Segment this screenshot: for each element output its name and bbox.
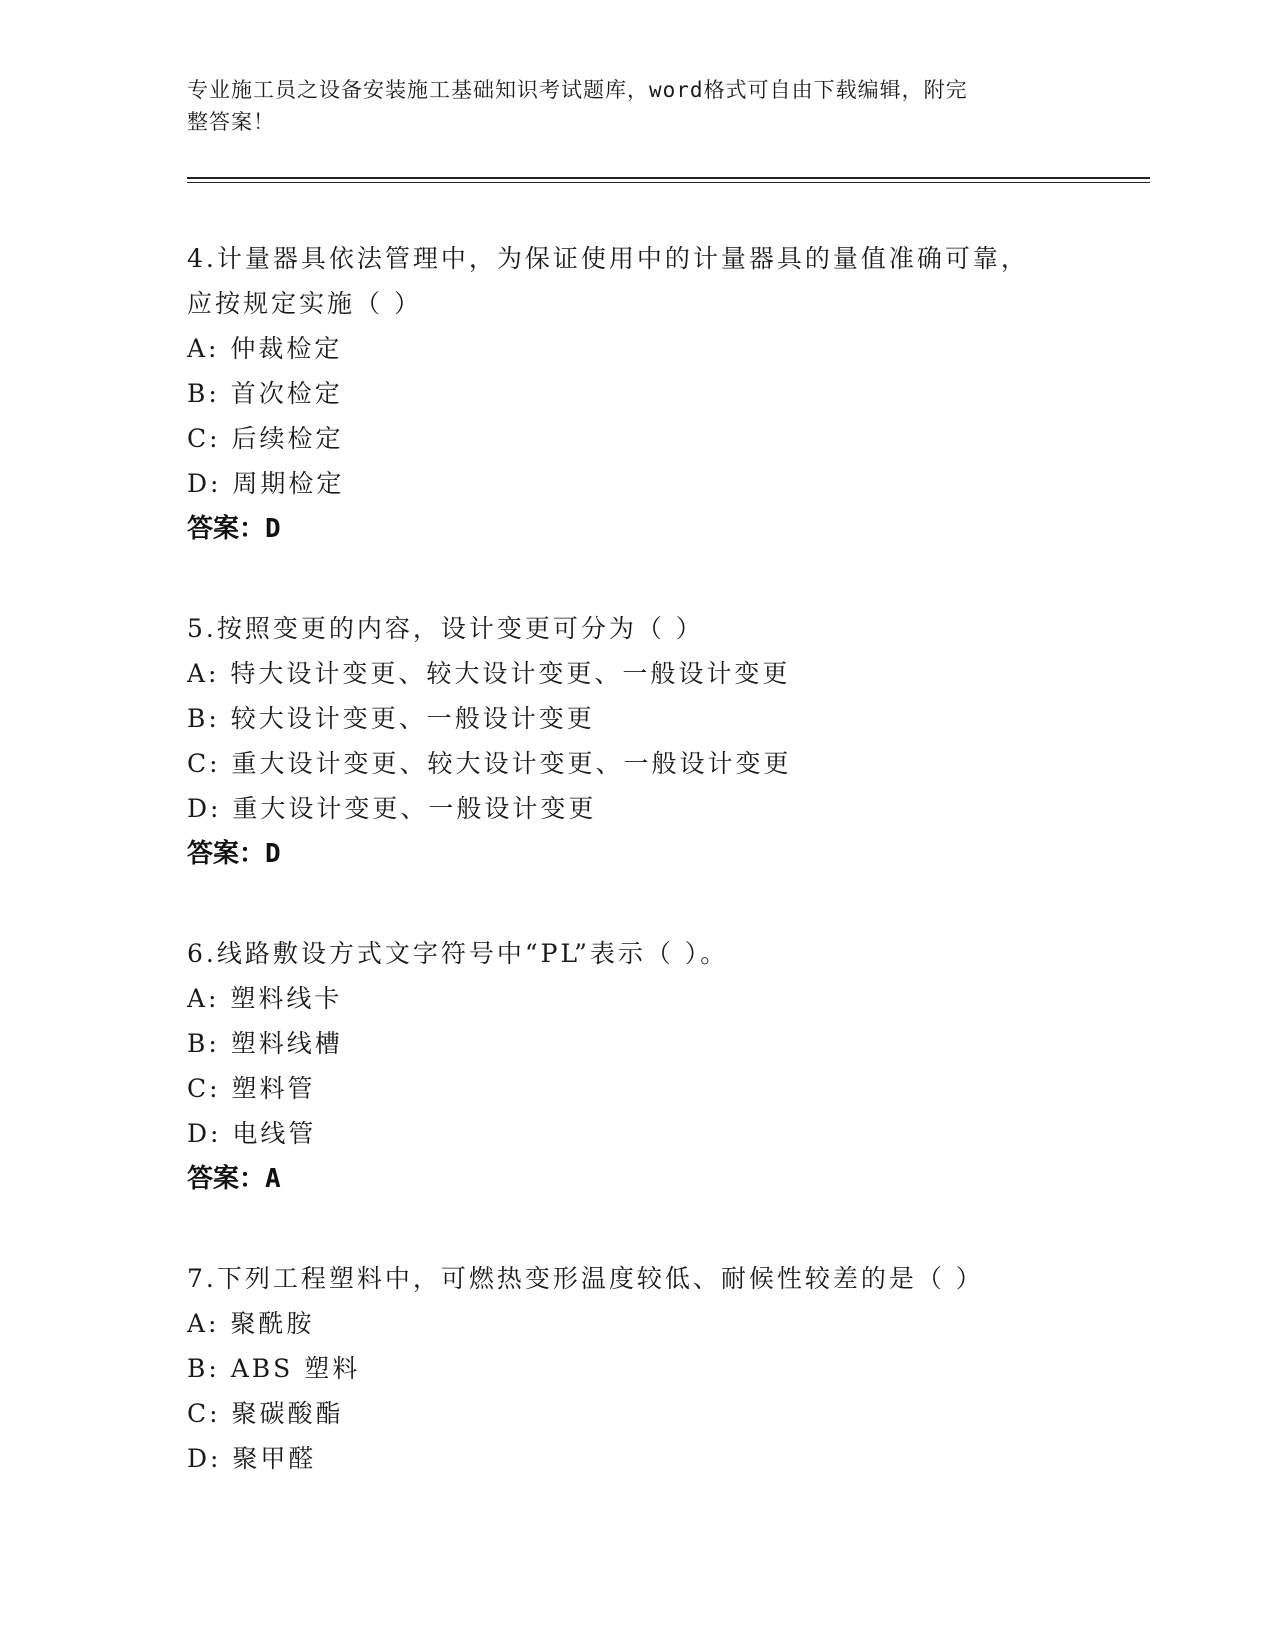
option-c: C: 塑料管 (187, 1074, 316, 1103)
question-6 (187, 931, 1087, 1202)
question-stem: 5.按照变更的内容，设计变更可分为（ ） (187, 614, 704, 643)
question-stem: 6.线路敷设方式文字符号中“PL”表示（ ）。 (187, 939, 729, 968)
option-d: D: 重大设计变更、一般设计变更 (187, 794, 597, 823)
option-b: B: ABS 塑料 (187, 1354, 361, 1383)
answer-line: 答案：D (187, 839, 281, 869)
option-c: C: 后续检定 (187, 424, 344, 453)
header-line-1: 专业施工员之设备安装施工基础知识考试题库，word格式可自由下载编辑，附完 (187, 78, 968, 102)
option-b: B: 较大设计变更、一般设计变更 (187, 704, 595, 733)
option-c: C: 重大设计变更、较大设计变更、一般设计变更 (187, 749, 792, 778)
option-a: A: 仲裁检定 (187, 334, 343, 363)
option-d: D: 周期检定 (187, 469, 345, 498)
header-divider-thick (187, 177, 1150, 179)
question-stem-continued: 应按规定实施（ ） (187, 289, 422, 318)
option-c: C: 聚碳酸酯 (187, 1399, 344, 1428)
option-d: D: 聚甲醛 (187, 1444, 317, 1473)
answer-line: 答案：D (187, 514, 281, 544)
option-d: D: 电线管 (187, 1119, 317, 1148)
question-7 (187, 1256, 1087, 1481)
header-line-2: 整答案！ (187, 110, 275, 134)
question-stem: 4.计量器具依法管理中，为保证使用中的计量器具的量值准确可靠， (187, 244, 1029, 273)
answer-line: 答案：A (187, 1164, 281, 1194)
document-header (187, 74, 1067, 138)
option-a: A: 特大设计变更、较大设计变更、一般设计变更 (187, 659, 791, 688)
option-b: B: 塑料线槽 (187, 1029, 343, 1058)
header-divider-thin (187, 182, 1150, 183)
question-5 (187, 606, 1087, 877)
option-b: B: 首次检定 (187, 379, 343, 408)
option-a: A: 塑料线卡 (187, 984, 343, 1013)
question-list (187, 236, 1087, 1535)
question-4 (187, 236, 1087, 552)
option-a: A: 聚酰胺 (187, 1309, 315, 1338)
question-stem: 7.下列工程塑料中，可燃热变形温度较低、耐候性较差的是（ ） (187, 1264, 984, 1293)
